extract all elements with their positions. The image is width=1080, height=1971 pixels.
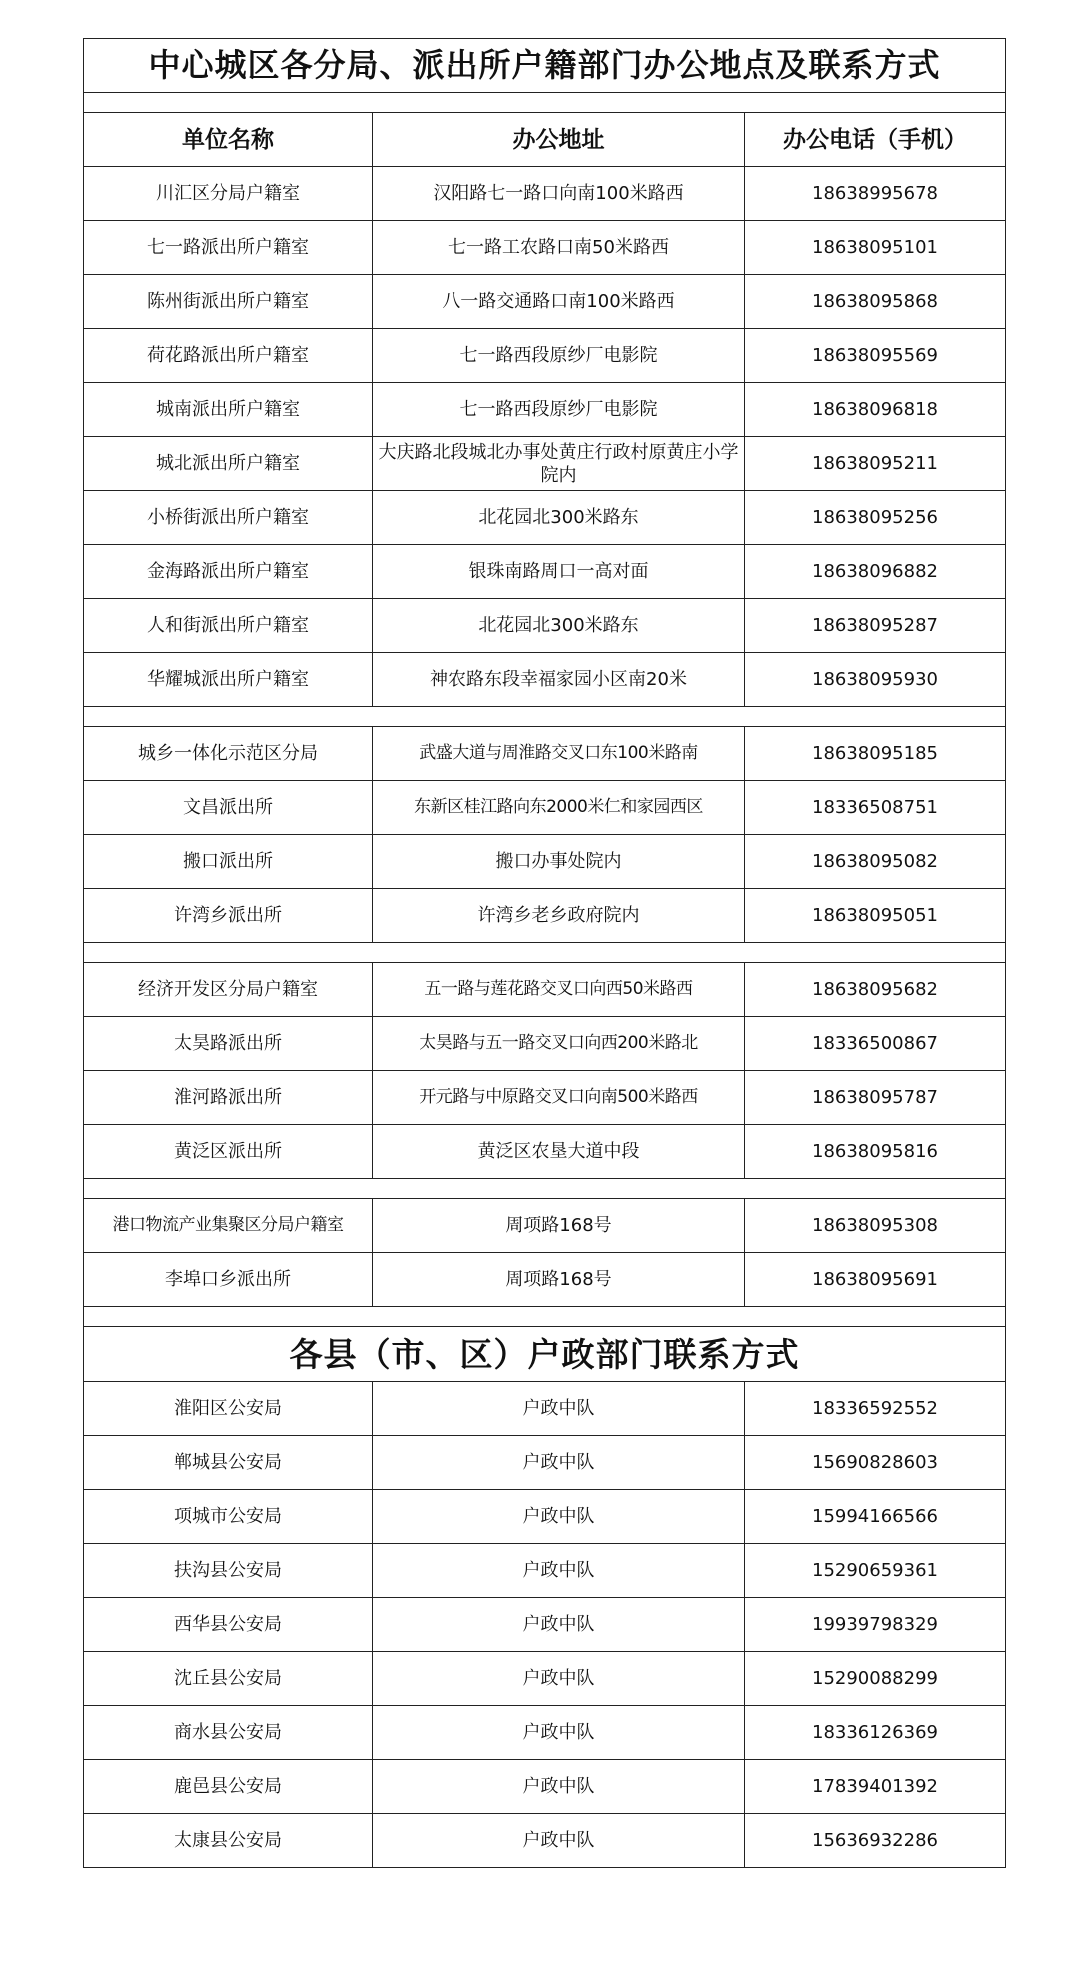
table-row xyxy=(84,653,1006,707)
unit-cell: 郸城县公安局 xyxy=(84,1436,373,1490)
table-row xyxy=(84,1544,1006,1598)
table-title-row xyxy=(84,39,1006,93)
table-row xyxy=(84,167,1006,221)
phone-cell: 18638095868 xyxy=(745,275,1006,329)
phone-cell: 18638095787 xyxy=(745,1071,1006,1125)
address-cell: 搬口办事处院内 xyxy=(373,835,745,889)
table-row xyxy=(84,275,1006,329)
unit-cell: 陈州街派出所户籍室 xyxy=(84,275,373,329)
phone-cell: 18638095308 xyxy=(745,1199,1006,1253)
table-row xyxy=(84,329,1006,383)
address-cell: 太昊路与五一路交叉口向西200米路北 xyxy=(373,1017,745,1071)
address-cell: 大庆路北段城北办事处黄庄行政村原黄庄小学院内 xyxy=(373,437,745,491)
unit-cell: 李埠口乡派出所 xyxy=(84,1253,373,1307)
unit-cell: 搬口派出所 xyxy=(84,835,373,889)
unit-cell: 城北派出所户籍室 xyxy=(84,437,373,491)
table-row xyxy=(84,383,1006,437)
contact-table xyxy=(83,38,1006,1868)
unit-cell: 项城市公安局 xyxy=(84,1490,373,1544)
phone-cell: 18638095101 xyxy=(745,221,1006,275)
table-row xyxy=(84,1071,1006,1125)
table-row xyxy=(84,835,1006,889)
address-cell: 户政中队 xyxy=(373,1382,745,1436)
unit-cell: 黄泛区派出所 xyxy=(84,1125,373,1179)
spacer-row xyxy=(84,943,1006,963)
unit-cell: 商水县公安局 xyxy=(84,1706,373,1760)
column-header-unit: 单位名称 xyxy=(84,113,373,167)
address-cell: 开元路与中原路交叉口向南500米路西 xyxy=(373,1071,745,1125)
unit-cell: 沈丘县公安局 xyxy=(84,1652,373,1706)
table-row xyxy=(84,1382,1006,1436)
spacer-row xyxy=(84,1179,1006,1199)
unit-cell: 鹿邑县公安局 xyxy=(84,1760,373,1814)
table-row xyxy=(84,1017,1006,1071)
phone-cell: 15290088299 xyxy=(745,1652,1006,1706)
phone-cell: 18336126369 xyxy=(745,1706,1006,1760)
phone-cell: 18638095211 xyxy=(745,437,1006,491)
county-title-row xyxy=(84,1327,1006,1382)
contact-table-sheet xyxy=(83,38,1005,1868)
table-row xyxy=(84,1706,1006,1760)
unit-cell: 许湾乡派出所 xyxy=(84,889,373,943)
table-title: 中心城区各分局、派出所户籍部门办公地点及联系方式 xyxy=(84,39,1006,93)
unit-cell: 太昊路派出所 xyxy=(84,1017,373,1071)
spacer-row xyxy=(84,93,1006,113)
phone-cell: 15290659361 xyxy=(745,1544,1006,1598)
table-row xyxy=(84,545,1006,599)
unit-cell: 城南派出所户籍室 xyxy=(84,383,373,437)
address-cell: 银珠南路周口一高对面 xyxy=(373,545,745,599)
phone-cell: 15994166566 xyxy=(745,1490,1006,1544)
phone-cell: 18638095569 xyxy=(745,329,1006,383)
phone-cell: 18638095051 xyxy=(745,889,1006,943)
address-cell: 户政中队 xyxy=(373,1544,745,1598)
address-cell: 户政中队 xyxy=(373,1598,745,1652)
unit-cell: 扶沟县公安局 xyxy=(84,1544,373,1598)
unit-cell: 金海路派出所户籍室 xyxy=(84,545,373,599)
table-row xyxy=(84,889,1006,943)
spacer-row xyxy=(84,1307,1006,1327)
address-cell: 户政中队 xyxy=(373,1652,745,1706)
unit-cell: 七一路派出所户籍室 xyxy=(84,221,373,275)
phone-cell: 18638095682 xyxy=(745,963,1006,1017)
table-row xyxy=(84,963,1006,1017)
column-header-address: 办公地址 xyxy=(373,113,745,167)
phone-cell: 15690828603 xyxy=(745,1436,1006,1490)
address-cell: 八一路交通路口南100米路西 xyxy=(373,275,745,329)
address-cell: 北花园北300米路东 xyxy=(373,599,745,653)
table-row xyxy=(84,1125,1006,1179)
phone-cell: 18638095816 xyxy=(745,1125,1006,1179)
address-cell: 户政中队 xyxy=(373,1490,745,1544)
address-cell: 汉阳路七一路口向南100米路西 xyxy=(373,167,745,221)
address-cell: 户政中队 xyxy=(373,1436,745,1490)
phone-cell: 19939798329 xyxy=(745,1598,1006,1652)
phone-cell: 18336500867 xyxy=(745,1017,1006,1071)
unit-cell: 川汇区分局户籍室 xyxy=(84,167,373,221)
phone-cell: 18638095256 xyxy=(745,491,1006,545)
address-cell: 黄泛区农垦大道中段 xyxy=(373,1125,745,1179)
address-cell: 户政中队 xyxy=(373,1760,745,1814)
table-row xyxy=(84,437,1006,491)
address-cell: 七一路西段原纱厂电影院 xyxy=(373,329,745,383)
table-row xyxy=(84,221,1006,275)
table-row xyxy=(84,1253,1006,1307)
table-row xyxy=(84,1814,1006,1868)
table-row xyxy=(84,1199,1006,1253)
address-cell: 武盛大道与周淮路交叉口东100米路南 xyxy=(373,727,745,781)
address-cell: 神农路东段幸福家园小区南20米 xyxy=(373,653,745,707)
table-row xyxy=(84,727,1006,781)
column-header-phone: 办公电话（手机） xyxy=(745,113,1006,167)
address-cell: 周项路168号 xyxy=(373,1253,745,1307)
spacer-row xyxy=(84,707,1006,727)
table-row xyxy=(84,491,1006,545)
table-row xyxy=(84,781,1006,835)
phone-cell: 18638096882 xyxy=(745,545,1006,599)
unit-cell: 文昌派出所 xyxy=(84,781,373,835)
phone-cell: 18638095185 xyxy=(745,727,1006,781)
address-cell: 周项路168号 xyxy=(373,1199,745,1253)
unit-cell: 太康县公安局 xyxy=(84,1814,373,1868)
phone-cell: 18638095287 xyxy=(745,599,1006,653)
header-row xyxy=(84,113,1006,167)
address-cell: 户政中队 xyxy=(373,1706,745,1760)
table-row xyxy=(84,1436,1006,1490)
address-cell: 许湾乡老乡政府院内 xyxy=(373,889,745,943)
table-row xyxy=(84,1598,1006,1652)
unit-cell: 淮阳区公安局 xyxy=(84,1382,373,1436)
table-row xyxy=(84,599,1006,653)
table-row xyxy=(84,1490,1006,1544)
unit-cell: 经济开发区分局户籍室 xyxy=(84,963,373,1017)
address-cell: 户政中队 xyxy=(373,1814,745,1868)
unit-cell: 港口物流产业集聚区分局户籍室 xyxy=(84,1199,373,1253)
address-cell: 东新区桂江路向东2000米仁和家园西区 xyxy=(373,781,745,835)
phone-cell: 18336508751 xyxy=(745,781,1006,835)
phone-cell: 18638995678 xyxy=(745,167,1006,221)
table-row xyxy=(84,1760,1006,1814)
address-cell: 北花园北300米路东 xyxy=(373,491,745,545)
phone-cell: 18638096818 xyxy=(745,383,1006,437)
unit-cell: 小桥街派出所户籍室 xyxy=(84,491,373,545)
phone-cell: 18638095082 xyxy=(745,835,1006,889)
phone-cell: 18336592552 xyxy=(745,1382,1006,1436)
county-section-title: 各县（市、区）户政部门联系方式 xyxy=(84,1327,1006,1382)
table-row xyxy=(84,1652,1006,1706)
unit-cell: 荷花路派出所户籍室 xyxy=(84,329,373,383)
phone-cell: 18638095691 xyxy=(745,1253,1006,1307)
phone-cell: 18638095930 xyxy=(745,653,1006,707)
unit-cell: 淮河路派出所 xyxy=(84,1071,373,1125)
unit-cell: 华耀城派出所户籍室 xyxy=(84,653,373,707)
phone-cell: 17839401392 xyxy=(745,1760,1006,1814)
unit-cell: 西华县公安局 xyxy=(84,1598,373,1652)
address-cell: 七一路西段原纱厂电影院 xyxy=(373,383,745,437)
address-cell: 五一路与莲花路交叉口向西50米路西 xyxy=(373,963,745,1017)
phone-cell: 15636932286 xyxy=(745,1814,1006,1868)
unit-cell: 人和街派出所户籍室 xyxy=(84,599,373,653)
address-cell: 七一路工农路口南50米路西 xyxy=(373,221,745,275)
unit-cell: 城乡一体化示范区分局 xyxy=(84,727,373,781)
